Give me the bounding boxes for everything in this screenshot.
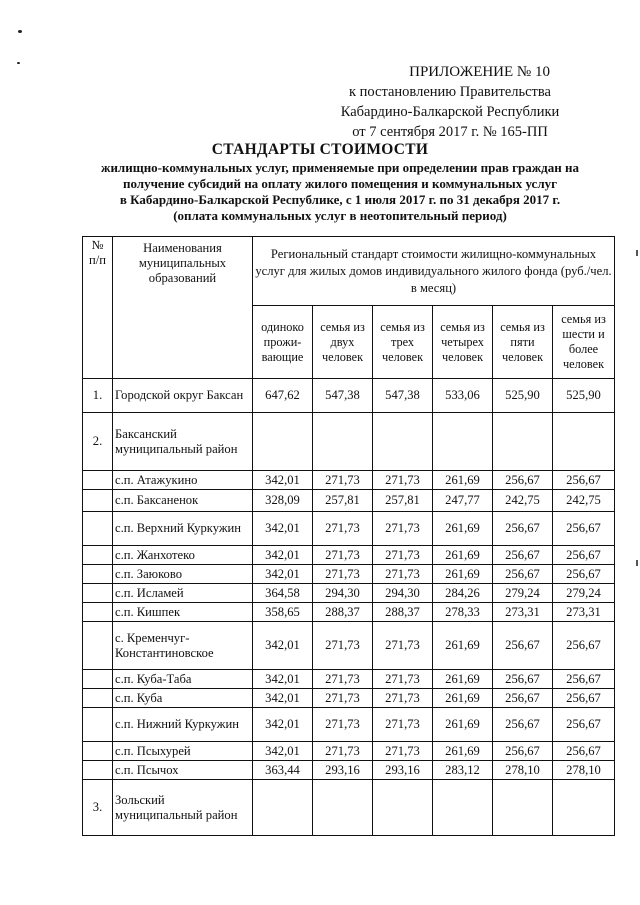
row-value: 271,73 [373, 708, 433, 742]
row-value: 261,69 [433, 708, 493, 742]
table-row [83, 490, 615, 512]
header-regional-standard: Региональный стандарт стоимости жилищно-коммунальных услуг для жилых домов индивидуального жилого фонда (руб./чел. в месяц) [253, 237, 615, 306]
row-value: 525,90 [553, 379, 615, 413]
row-value: 261,69 [433, 565, 493, 584]
subtitle-line: (оплата коммунальных услуг в неотопительный период) [173, 208, 507, 223]
row-number [83, 670, 113, 689]
row-value: 342,01 [253, 565, 313, 584]
row-value [373, 413, 433, 471]
row-value: 525,90 [493, 379, 553, 413]
row-municipality: с.п. Баксаненок [113, 490, 253, 512]
row-value: 261,69 [433, 742, 493, 761]
row-value: 257,81 [373, 490, 433, 512]
row-value: 256,67 [493, 622, 553, 670]
row-value: 279,24 [493, 584, 553, 603]
row-value: 261,69 [433, 622, 493, 670]
row-value: 271,73 [373, 512, 433, 546]
row-number: 1. [83, 379, 113, 413]
row-value: 256,67 [553, 471, 615, 490]
table-row [83, 512, 615, 546]
row-value: 293,16 [373, 761, 433, 780]
row-value: 247,77 [433, 490, 493, 512]
row-number [83, 622, 113, 670]
header-column: семья из шести и более человек [553, 306, 615, 379]
row-municipality: Баксанский муниципальный район [113, 413, 253, 471]
row-value: 271,73 [313, 670, 373, 689]
row-value: 271,73 [313, 689, 373, 708]
row-value [373, 780, 433, 836]
table-row [83, 471, 615, 490]
scan-edge-mark [636, 560, 638, 566]
row-number [83, 512, 113, 546]
row-value: 271,73 [373, 742, 433, 761]
row-number [83, 761, 113, 780]
row-value: 256,67 [553, 512, 615, 546]
row-municipality: с.п. Исламей [113, 584, 253, 603]
row-value: 271,73 [373, 622, 433, 670]
row-value: 288,37 [313, 603, 373, 622]
row-value: 256,67 [493, 742, 553, 761]
row-municipality: с.п. Куба [113, 689, 253, 708]
row-value [493, 780, 553, 836]
row-value: 256,67 [493, 471, 553, 490]
row-value: 261,69 [433, 670, 493, 689]
row-value [433, 780, 493, 836]
table-row [83, 379, 615, 413]
table-row [83, 546, 615, 565]
table-row [83, 622, 615, 670]
row-value: 256,67 [493, 670, 553, 689]
row-value: 271,73 [373, 471, 433, 490]
row-value: 271,73 [313, 471, 373, 490]
row-municipality: с.п. Верхний Куркужин [113, 512, 253, 546]
row-value: 647,62 [253, 379, 313, 413]
row-municipality: с.п. Жанхотеко [113, 546, 253, 565]
row-value: 261,69 [433, 689, 493, 708]
scan-edge-mark [636, 250, 638, 256]
row-municipality: с.п. Псыхурей [113, 742, 253, 761]
row-value: 273,31 [553, 603, 615, 622]
row-number [83, 603, 113, 622]
row-value: 271,73 [313, 708, 373, 742]
header-column: семья из двух человек [313, 306, 373, 379]
table-row [83, 708, 615, 742]
table-row [83, 584, 615, 603]
row-value: 278,33 [433, 603, 493, 622]
row-number [83, 742, 113, 761]
row-value: 256,67 [553, 670, 615, 689]
row-value: 358,65 [253, 603, 313, 622]
row-value: 273,31 [493, 603, 553, 622]
row-municipality: с.п. Атажукино [113, 471, 253, 490]
row-municipality: с.п. Кишпек [113, 603, 253, 622]
row-value: 294,30 [313, 584, 373, 603]
document-subtitle [60, 160, 620, 224]
row-value: 342,01 [253, 708, 313, 742]
row-number [83, 546, 113, 565]
row-municipality: с.п. Нижний Куркужин [113, 708, 253, 742]
row-number: 2. [83, 413, 113, 471]
row-value: 261,69 [433, 471, 493, 490]
scan-speck [18, 30, 22, 33]
row-value: 547,38 [313, 379, 373, 413]
row-municipality: с.п. Псычох [113, 761, 253, 780]
row-value: 271,73 [373, 670, 433, 689]
row-value: 271,73 [313, 622, 373, 670]
row-value: 279,24 [553, 584, 615, 603]
row-number [83, 689, 113, 708]
row-value: 256,67 [553, 689, 615, 708]
row-value: 342,01 [253, 471, 313, 490]
row-value: 294,30 [373, 584, 433, 603]
row-value: 256,67 [553, 622, 615, 670]
header-column: одиноко прожи-вающие [253, 306, 313, 379]
row-value: 342,01 [253, 742, 313, 761]
document-title: СТАНДАРТЫ СТОИМОСТИ [211, 141, 429, 158]
scan-speck [17, 62, 20, 64]
row-value: 271,73 [313, 742, 373, 761]
row-municipality: Зольский муниципальный район [113, 780, 253, 836]
table-row [83, 565, 615, 584]
table-row [83, 780, 615, 836]
header-column: семья из пяти человек [493, 306, 553, 379]
row-value: 256,67 [493, 708, 553, 742]
row-value: 256,67 [493, 512, 553, 546]
row-value: 261,69 [433, 546, 493, 565]
row-value: 342,01 [253, 512, 313, 546]
row-value: 342,01 [253, 622, 313, 670]
row-value: 271,73 [313, 565, 373, 584]
header-line: к постановлению Правительства [349, 84, 551, 100]
row-value: 271,73 [373, 546, 433, 565]
row-value [253, 780, 313, 836]
row-value: 256,67 [553, 742, 615, 761]
subtitle-line: жилищно-коммунальных услуг, применяемые при определении прав граждан на [101, 160, 579, 175]
row-value: 256,67 [493, 565, 553, 584]
row-value [253, 413, 313, 471]
row-value: 283,12 [433, 761, 493, 780]
row-municipality: с.п. Заюково [113, 565, 253, 584]
row-value: 328,09 [253, 490, 313, 512]
row-value: 271,73 [313, 546, 373, 565]
row-value [313, 780, 373, 836]
row-value: 363,44 [253, 761, 313, 780]
row-value: 364,58 [253, 584, 313, 603]
header-number: № п/п [83, 237, 113, 379]
subtitle-line: в Кабардино-Балкарской Республике, с 1 июля 2017 г. по 31 декабря 2017 г. [119, 192, 561, 207]
row-value: 271,73 [373, 689, 433, 708]
cost-standards-table [82, 236, 615, 836]
table-row [83, 670, 615, 689]
row-value: 256,67 [553, 546, 615, 565]
row-value: 533,06 [433, 379, 493, 413]
row-value: 293,16 [313, 761, 373, 780]
row-value: 242,75 [493, 490, 553, 512]
table-row [83, 413, 615, 471]
row-number [83, 565, 113, 584]
row-number [83, 708, 113, 742]
row-value: 278,10 [553, 761, 615, 780]
header-column: семья из трех человек [373, 306, 433, 379]
row-value: 342,01 [253, 670, 313, 689]
row-value [553, 780, 615, 836]
row-municipality: с.п. Куба-Таба [113, 670, 253, 689]
row-value: 284,26 [433, 584, 493, 603]
table-row [83, 603, 615, 622]
row-value: 256,67 [553, 708, 615, 742]
table-row [83, 761, 615, 780]
header-line: от 7 сентября 2017 г. № 165-ПП [352, 124, 548, 140]
subtitle-line: получение субсидий на оплату жилого помещения и коммунальных услуг [122, 176, 558, 191]
row-number [83, 584, 113, 603]
row-number: 3. [83, 780, 113, 836]
row-value [493, 413, 553, 471]
row-municipality: с. Кременчуг-Константиновское [113, 622, 253, 670]
row-value: 271,73 [373, 565, 433, 584]
row-value: 342,01 [253, 546, 313, 565]
row-value: 342,01 [253, 689, 313, 708]
row-value: 271,73 [313, 512, 373, 546]
row-value: 256,67 [553, 565, 615, 584]
row-value: 547,38 [373, 379, 433, 413]
row-value [553, 413, 615, 471]
row-value: 261,69 [433, 512, 493, 546]
row-value: 278,10 [493, 761, 553, 780]
row-value [313, 413, 373, 471]
row-municipality: Городской округ Баксан [113, 379, 253, 413]
row-value: 256,67 [493, 689, 553, 708]
document-header [300, 62, 600, 142]
row-value [433, 413, 493, 471]
row-value: 288,37 [373, 603, 433, 622]
row-value: 257,81 [313, 490, 373, 512]
table-row [83, 689, 615, 708]
appendix-label: ПРИЛОЖЕНИЕ № 10 [409, 64, 550, 80]
table-body [83, 379, 615, 836]
row-value: 242,75 [553, 490, 615, 512]
row-value: 256,67 [493, 546, 553, 565]
header-column: семья из четырех человек [433, 306, 493, 379]
table-row [83, 742, 615, 761]
header-municipality: Наименования муниципальных образований [113, 237, 253, 379]
row-number [83, 471, 113, 490]
row-number [83, 490, 113, 512]
header-line: Кабардино-Балкарской Республики [340, 104, 560, 120]
